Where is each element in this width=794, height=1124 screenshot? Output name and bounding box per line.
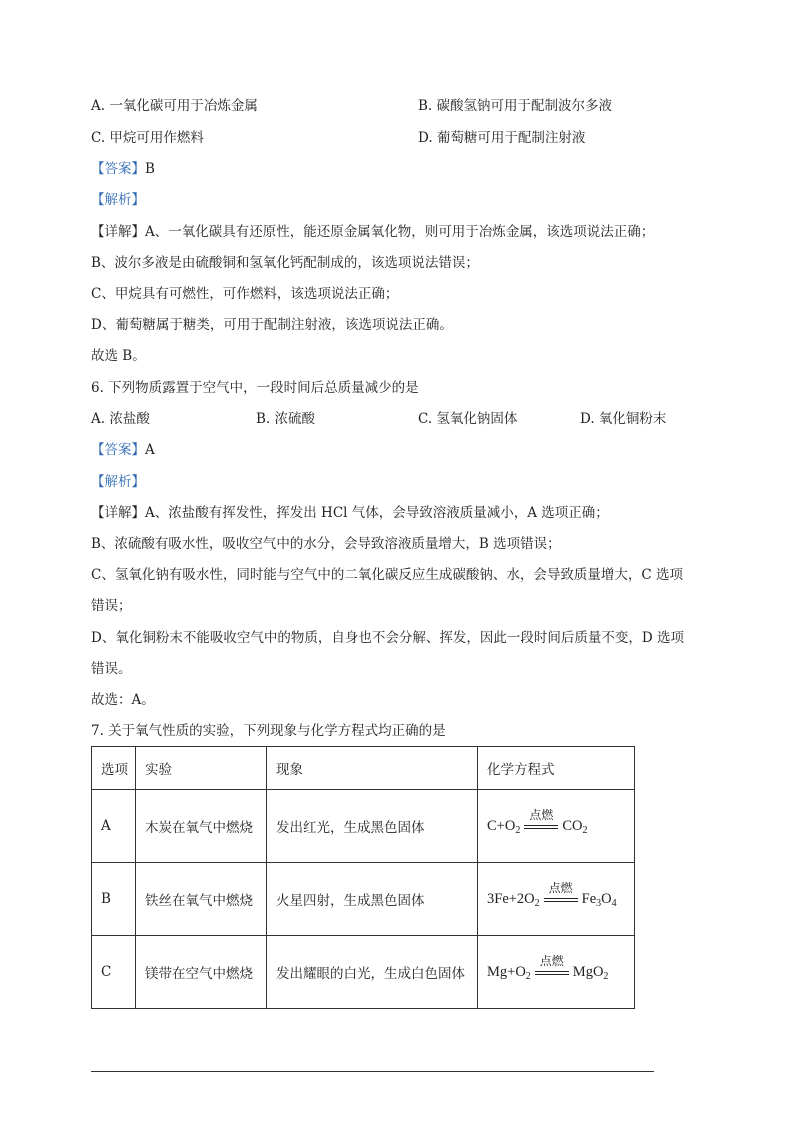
q5-detail-line	[91, 223, 654, 241]
q5-option-c: C. 甲烷可用作燃料	[91, 130, 204, 146]
q6-conclusion: 故选：A。	[91, 692, 155, 708]
reactant: 3Fe+2O	[487, 890, 535, 907]
q5-conclusion: 故选 B。	[91, 348, 146, 364]
subscript: 3	[596, 897, 602, 909]
q5-option-d: D. 葡萄糖可用于配制注射液	[418, 130, 586, 146]
reaction-arrow	[544, 880, 578, 902]
table-row	[92, 790, 635, 863]
reaction-condition: 点燃	[539, 953, 564, 968]
row-option: A	[92, 790, 136, 863]
chemical-equation	[487, 807, 588, 836]
reaction-arrow	[535, 953, 569, 975]
header-experiment: 实验	[136, 747, 267, 790]
q6-option-c: C. 氢氧化钠固体	[418, 411, 518, 427]
subscript: 2	[603, 970, 609, 982]
row-experiment: 木炭在氧气中燃烧	[136, 790, 267, 863]
product: Fe	[581, 890, 597, 907]
table-row	[92, 936, 635, 1009]
footer-divider	[91, 1071, 654, 1072]
row-option: B	[92, 863, 136, 936]
q6-option-b: B. 浓硫酸	[256, 411, 316, 427]
row-phenomenon: 发出耀眼的白光，生成白色固体	[267, 936, 478, 1009]
subscript: 2	[582, 824, 588, 836]
chemical-equation	[487, 880, 617, 909]
q6-explanation-line: 错误；	[91, 598, 132, 614]
header-equation: 化学方程式	[478, 747, 635, 790]
equals-bar	[524, 825, 558, 829]
q5-option-b: B. 碳酸氢钠可用于配制波尔多液	[418, 98, 613, 114]
equals-bar	[535, 971, 569, 975]
q5-explanation-line: C、甲烷具有可燃性，可作燃料，该选项说法正确；	[91, 286, 399, 302]
q7-stem: 7. 关于氧气性质的实验，下列现象与化学方程式均正确的是	[91, 723, 446, 739]
subscript: 2	[515, 824, 521, 836]
reaction-condition: 点燃	[548, 880, 573, 895]
row-phenomenon: 火星四射，生成黑色固体	[267, 863, 478, 936]
answer-value: B	[145, 161, 155, 177]
header-option: 选项	[92, 747, 136, 790]
q5-explanation-line: D、葡萄糖属于糖类，可用于配制注射液，该选项说法正确。	[91, 317, 453, 333]
row-equation	[478, 936, 635, 1009]
table-row	[92, 863, 635, 936]
q6-answer	[91, 441, 155, 459]
q6-explanation-line: C、氢氧化钠有吸水性，同时能与空气中的二氧化碳反应生成碳酸钠、水，会导致质量增大，C 选项	[91, 567, 683, 583]
subscript: 2	[525, 970, 531, 982]
q5-option-a: A. 一氧化碳可用于冶炼金属	[91, 98, 258, 114]
product: O	[601, 890, 612, 907]
subscript: 2	[534, 897, 540, 909]
q6-option-d: D. 氧化铜粉末	[580, 411, 667, 427]
reactant: Mg+O	[487, 963, 526, 980]
table-header-row	[92, 747, 635, 790]
q6-detail-line	[91, 504, 609, 522]
detail-tag: 【详解】	[91, 224, 145, 240]
q7-options-table	[91, 746, 635, 1009]
row-equation	[478, 863, 635, 936]
reactant: C+O	[487, 817, 516, 834]
detail-tag: 【详解】	[91, 505, 145, 521]
reaction-arrow	[524, 807, 558, 829]
q6-option-a: A. 浓盐酸	[91, 411, 150, 427]
answer-tag: 【答案】	[91, 442, 145, 458]
row-experiment: 镁带在空气中燃烧	[136, 936, 267, 1009]
row-equation	[478, 790, 635, 863]
row-experiment: 铁丝在氧气中燃烧	[136, 863, 267, 936]
q5-analysis-tag: 【解析】	[91, 192, 145, 208]
answer-value: A	[145, 442, 155, 458]
header-phenomenon: 现象	[267, 747, 478, 790]
answer-tag: 【答案】	[91, 161, 145, 177]
q6-stem: 6. 下列物质露置于空气中，一段时间后总质量减少的是	[91, 380, 419, 396]
q6-explanation-line: B、浓硫酸有吸水性，吸收空气中的水分，会导致溶液质量增大，B 选项错误；	[91, 536, 561, 552]
reaction-condition: 点燃	[529, 807, 554, 822]
detail-text: A、一氧化碳具有还原性，能还原金属氧化物，则可用于冶炼金属，该选项说法正确；	[145, 224, 655, 240]
q6-explanation-line: D、氧化铜粉末不能吸收空气中的物质，自身也不会分解、挥发，因此一段时间后质量不变，D 选项	[91, 630, 684, 646]
q5-explanation-line: B、波尔多液是由硫酸铜和氢氧化钙配制成的，该选项说法错误；	[91, 255, 479, 271]
chemical-equation	[487, 953, 609, 982]
row-option: C	[92, 936, 136, 1009]
row-phenomenon: 发出红光，生成黑色固体	[267, 790, 478, 863]
product: CO	[562, 817, 583, 834]
q5-answer	[91, 160, 155, 178]
q6-analysis-tag: 【解析】	[91, 474, 145, 490]
q6-explanation-line: 错误。	[91, 661, 132, 677]
detail-text: A、浓盐酸有挥发性，挥发出 HCl 气体，会导致溶液质量减小，A 选项正确；	[145, 505, 609, 521]
equals-bar	[544, 898, 578, 902]
subscript: 4	[611, 897, 617, 909]
product: MgO	[572, 963, 604, 980]
